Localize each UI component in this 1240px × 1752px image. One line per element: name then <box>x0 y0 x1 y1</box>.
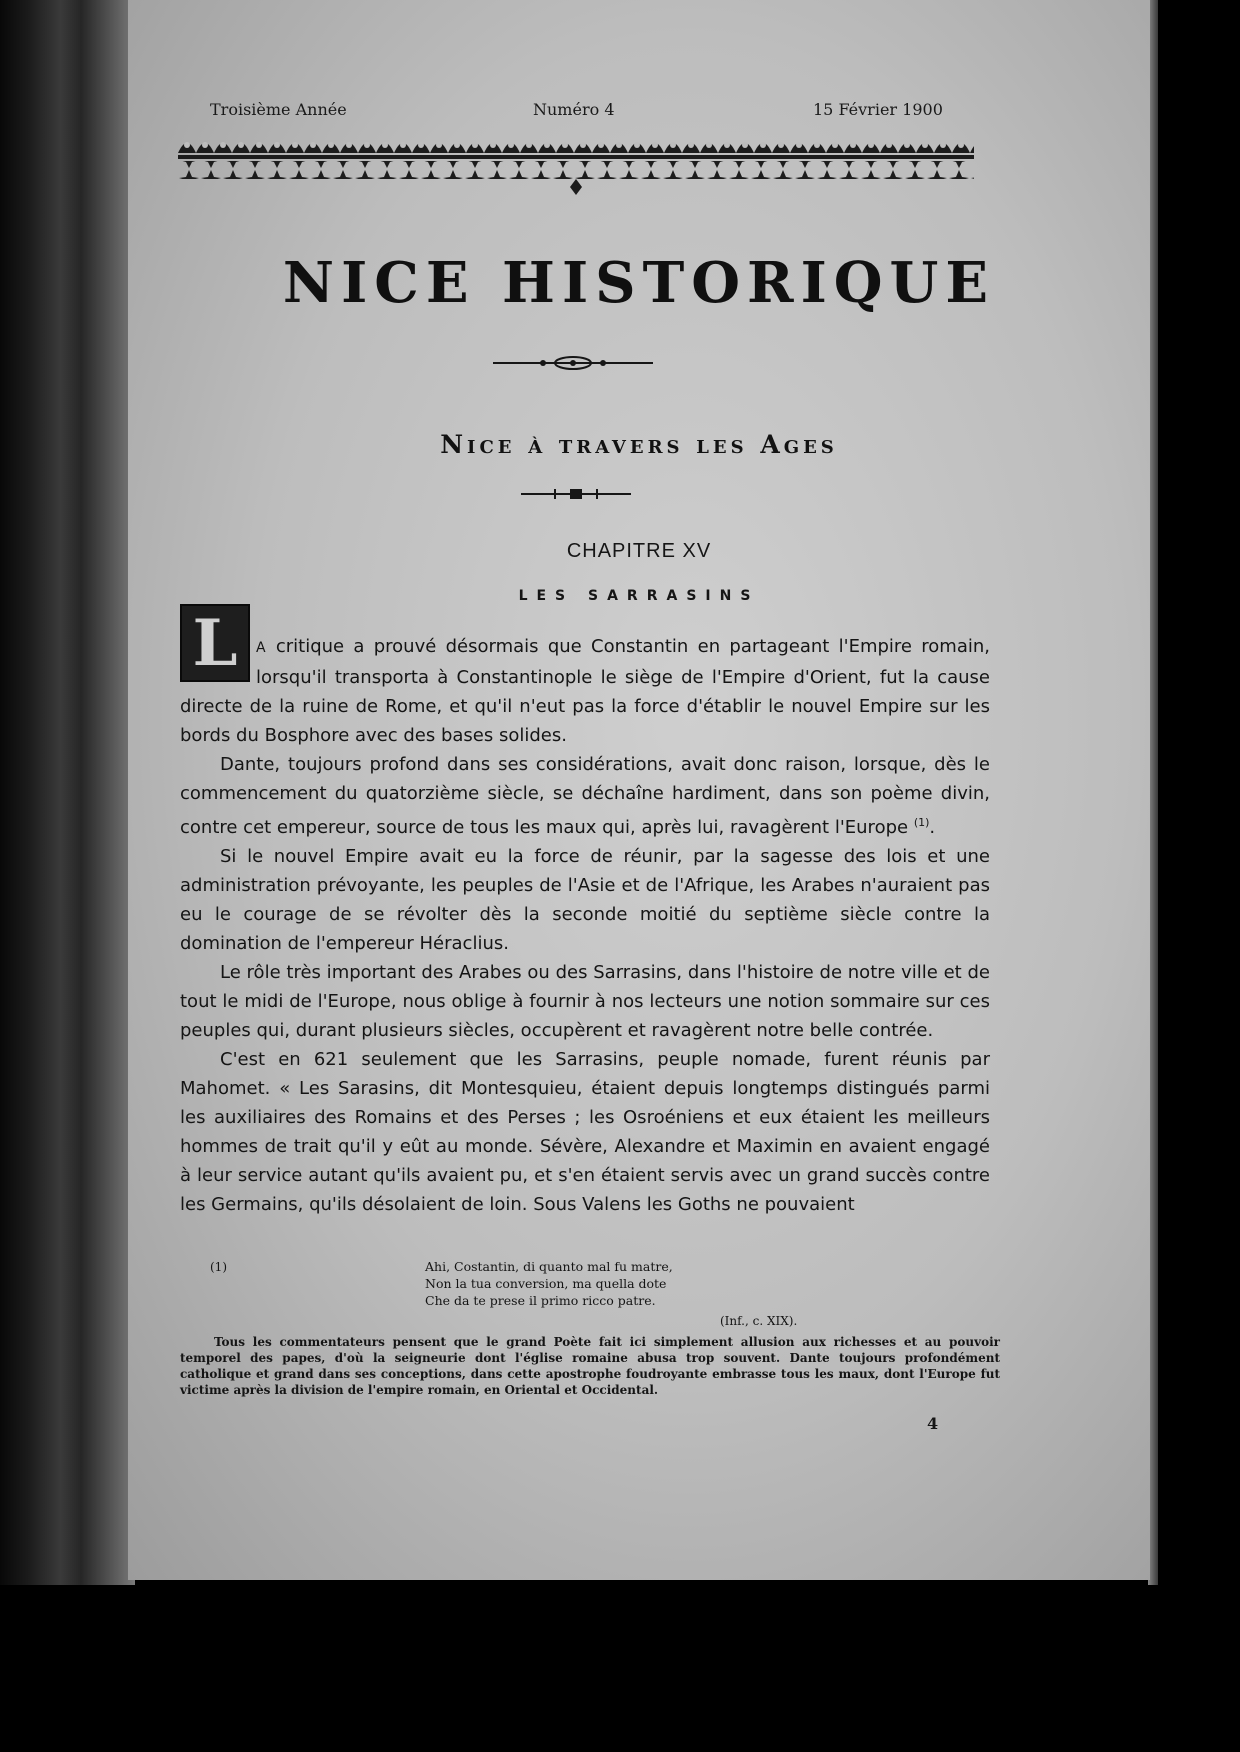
paragraph-2 <box>180 750 990 842</box>
verse-line: Che da te prese il primo ricco patre. <box>425 1293 656 1308</box>
paragraph-2-end: . <box>929 817 936 838</box>
paragraph-1-text: critique a prouvé désormais que Constantin en partageant l'Empire romain, lorsqu'il transporta à Constantinople le siège de l'Empire d'Orient, fut la cause directe de la ruine de Rome, et qu'il n'eut pas la force d'établir le nouvel Empire sur les bords du Bosphore avec des bases solides. <box>180 636 990 746</box>
paragraph-3: Si le nouvel Empire avait eu la force de réunir, par la sagesse des lois et une administration prévoyante, les peuples de l'Asie et de l'Afrique, les Arabes n'auraient pas eu le courage de se révolter dès la seconde moitié du septième siècle contre la domination de l'empereur Héraclius. <box>180 846 990 954</box>
footnote-commentary: Tous les commentateurs pensent que le grand Poète fait ici simplement allusion aux richesses et au pouvoir temporel des papes, d'où la seigneurie dont l'église romaine abusa trop souvent. Dante toujours profondément catholique et grand dans ses conceptions, dans cette apostrophe foudroyante embrasse tous les maux, dont l'Europe fut victime après la division de l'empire romain, en Oriental et Occidental. <box>180 1335 1000 1397</box>
drop-cap-continuation: A <box>256 640 267 656</box>
header-year: Troisième Année <box>210 100 347 119</box>
paragraph-2-text: Dante, toujours profond dans ses considérations, avait donc raison, lorsque, dès le commencement du quatorzième siècle, se déchaîne hardiment, dans son poème divin, contre cet empereur, source de tous les maux qui, après lui, ravagèrent l'Europe <box>180 754 990 838</box>
masthead-title: NICE HISTORIQUE <box>282 250 996 316</box>
verse-source: (Inf., c. XIX). <box>720 1314 798 1328</box>
ornament-band <box>178 133 974 195</box>
header-date: 15 Février 1900 <box>813 100 943 119</box>
paragraph-4: Le rôle très important des Arabes ou des Sarrasins, dans l'histoire de notre ville et de tout le midi de l'Europe, nous oblige à fournir à nos lecteurs une notion sommaire sur ces peuples qui, durant plusieurs siècles, occupèrent et ravagèrent notre belle contrée. <box>180 962 990 1041</box>
chapter-title: CHAPITRE XV <box>566 540 712 562</box>
verse-line: Ahi, Costantin, di quanto mal fu matre, <box>425 1259 673 1274</box>
book-binding-edge <box>0 0 135 1585</box>
drop-cap-letter: L <box>192 606 238 681</box>
page <box>128 0 1150 1580</box>
small-rule <box>521 486 631 502</box>
page-number: 4 <box>927 1414 939 1433</box>
footnote-reference: (1) <box>913 816 930 829</box>
paragraph-1 <box>180 606 990 750</box>
section-subtitle: Nice à travers les Ages <box>440 430 838 459</box>
paragraph-5: C'est en 621 seulement que les Sarrasins, peuple nomade, furent réunis par Mahomet. « Les Sarasins, dit Montesquieu, étaient depuis longtemps distingués parmi les auxiliaires des Romains et des Perses ; les Osroéniens et eux étaient les meilleurs hommes de trait qu'il y eût au monde. Sévère, Alexandre et Maximin en avaient engagé à leur service autant qu'ils avaient pu, et s'en étaient servis avec un grand succès contre les Germains, qu'ils désolaient de loin. Sous Valens les Goths ne pouvaient <box>180 1049 990 1215</box>
ornamental-rule <box>493 352 653 374</box>
chapter-section-title: LES SARRASINS <box>518 588 760 604</box>
verse-line: Non la tua conversion, ma quella dote <box>425 1276 667 1291</box>
article-body <box>180 606 990 1219</box>
footnote-marker: (1) <box>210 1260 227 1274</box>
footnote-verses <box>425 1258 673 1309</box>
header-issue-number: Numéro 4 <box>533 100 615 119</box>
drop-cap-ornament <box>180 604 250 682</box>
